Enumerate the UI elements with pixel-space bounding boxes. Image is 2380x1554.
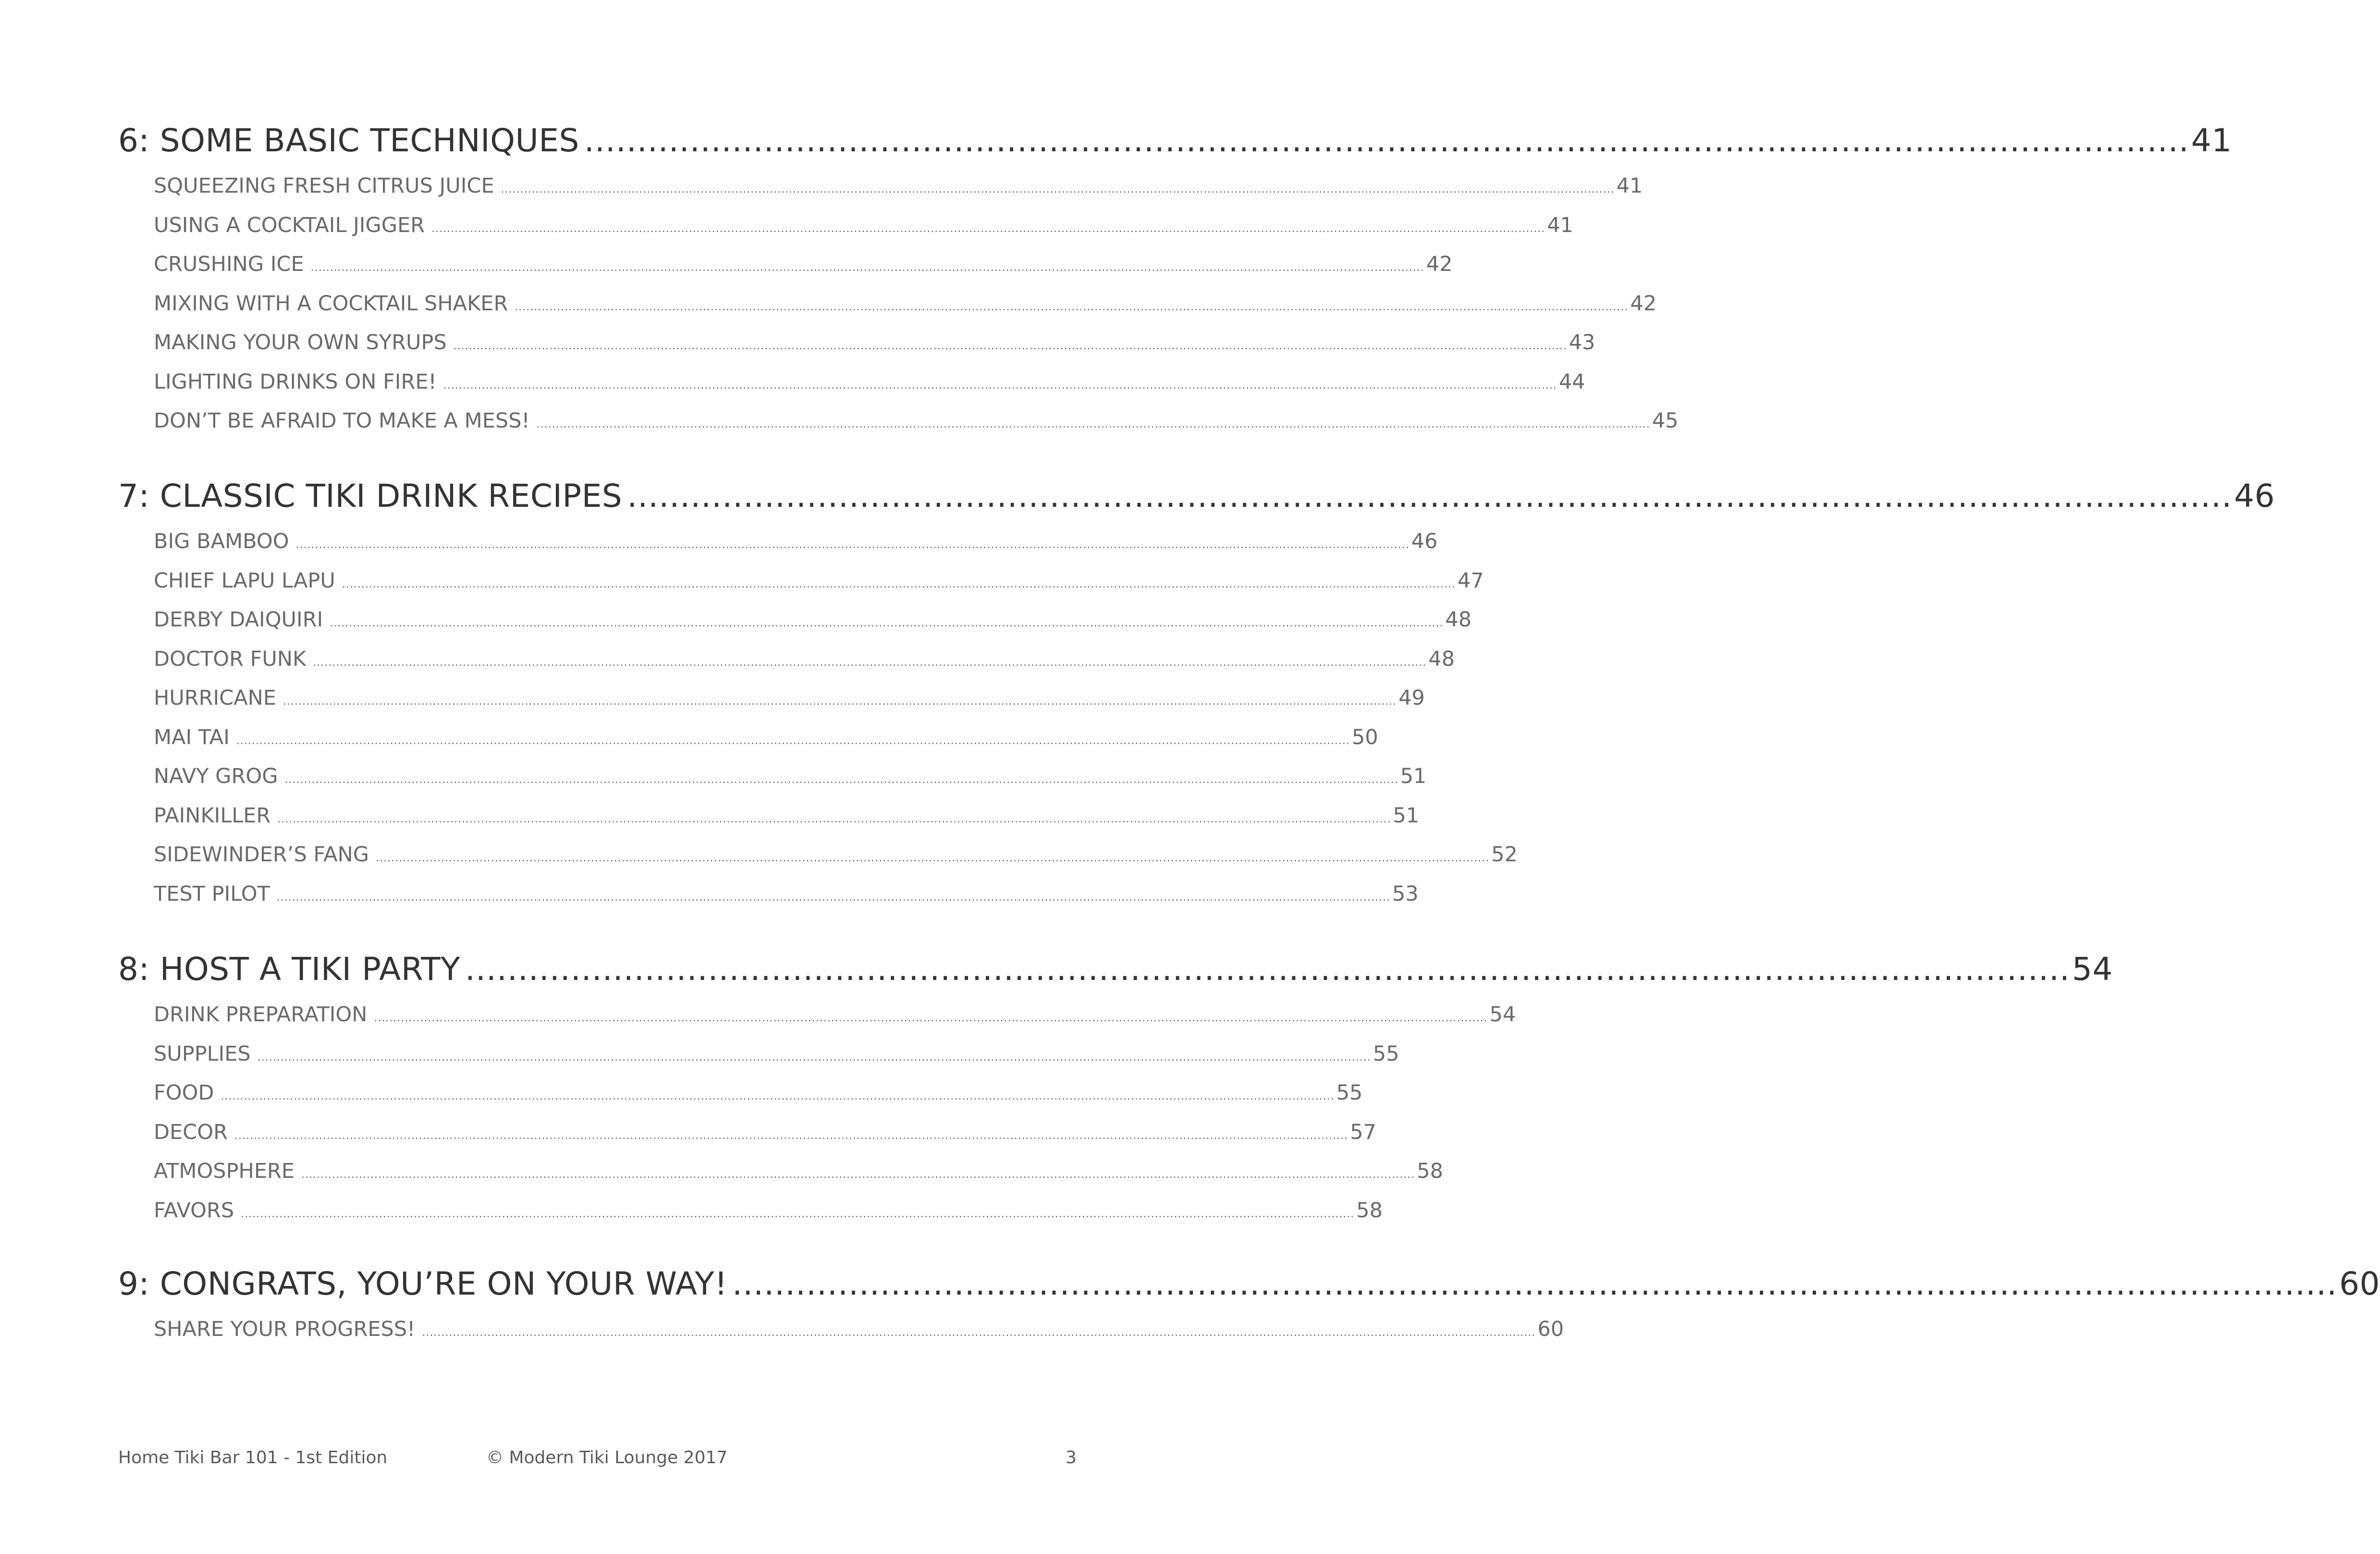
toc-entry[interactable] bbox=[154, 1191, 1383, 1231]
toc-entry[interactable] bbox=[154, 562, 1484, 601]
entry-page-number: 55 bbox=[1373, 1041, 1399, 1066]
toc-entry[interactable] bbox=[154, 640, 1455, 679]
dot-leader: .................................................................................................................................................................................................................................................................................................. bbox=[276, 891, 1390, 904]
entry-page-number: 42 bbox=[1426, 252, 1453, 276]
dot-leader: .................................................................................................................................................................................................................................................................................................. bbox=[431, 222, 1546, 235]
dot-leader: .................................................................................................................................................................................................................................................................................................. bbox=[330, 617, 1444, 629]
toc-section-6 bbox=[118, 118, 2232, 441]
dot-leader: .................................................................................................................................................................................................................................................................................................. bbox=[234, 1129, 1349, 1142]
toc-section-8 bbox=[118, 946, 2113, 1230]
dot-leader: .................................................................................................................................................................................................................................................................................................. bbox=[241, 1208, 1355, 1220]
entry-page-number: 43 bbox=[1569, 330, 1595, 355]
entry-title: FOOD bbox=[154, 1081, 214, 1105]
entry-title: NAVY GROG bbox=[154, 764, 278, 788]
chapter-page-number: 41 bbox=[2191, 122, 2232, 159]
toc-entry[interactable] bbox=[154, 167, 1643, 206]
toc-entry[interactable] bbox=[154, 1310, 1564, 1349]
toc-entry-list bbox=[154, 167, 1679, 441]
chapter-title: 7: CLASSIC TIKI DRINK RECIPES bbox=[118, 477, 623, 514]
entry-page-number: 58 bbox=[1356, 1198, 1383, 1223]
entry-title: DOCTOR FUNK bbox=[154, 647, 307, 671]
toc-entry[interactable] bbox=[154, 363, 1585, 402]
toc-entry[interactable] bbox=[154, 206, 1573, 245]
dot-leader: .................................................................................................................................................................................................................................................................................................. bbox=[310, 262, 1424, 274]
entry-title: USING A COCKTAIL JIGGER bbox=[154, 213, 425, 237]
toc-entry[interactable] bbox=[154, 284, 1657, 324]
chapter-heading[interactable] bbox=[118, 946, 2113, 992]
entry-title: SHARE YOUR PROGRESS! bbox=[154, 1317, 416, 1341]
toc-entry[interactable] bbox=[154, 522, 1438, 562]
toc-entry[interactable] bbox=[154, 875, 1419, 914]
entry-page-number: 53 bbox=[1392, 881, 1419, 906]
entry-page-number: 52 bbox=[1491, 843, 1518, 867]
toc-entry[interactable] bbox=[154, 323, 1595, 363]
dot-leader: .................................................................................................................................................................................................................................................................................................. bbox=[301, 1169, 1415, 1181]
chapter-page-number: 54 bbox=[2072, 951, 2113, 988]
dot-leader: .................................................................................................................................................................................................................................................................................................. bbox=[453, 340, 1567, 352]
dot-leader: .................................................................................................................................................................................................................................................................................................. bbox=[257, 1051, 1371, 1064]
entry-title: DERBY DAIQUIRI bbox=[154, 608, 323, 632]
entry-title: FAVORS bbox=[154, 1198, 234, 1223]
toc-entry[interactable] bbox=[154, 679, 1425, 718]
toc-entry[interactable] bbox=[154, 1113, 1376, 1152]
dot-leader: .................................................................................................................................................................................................................................................................................................. bbox=[283, 696, 1397, 708]
dot-leader: ........................................................................................................................................................ bbox=[627, 477, 2233, 514]
dot-leader: ........................................................................................................................................................ bbox=[732, 1265, 2338, 1302]
entry-page-number: 41 bbox=[1547, 213, 1573, 237]
entry-page-number: 42 bbox=[1630, 291, 1657, 316]
entry-page-number: 51 bbox=[1393, 803, 1420, 828]
toc-section-9 bbox=[118, 1261, 2380, 1349]
entry-title: DRINK PREPARATION bbox=[154, 1003, 368, 1027]
entry-page-number: 44 bbox=[1558, 369, 1585, 394]
toc-entry[interactable] bbox=[154, 796, 1420, 836]
dot-leader: .................................................................................................................................................................................................................................................................................................. bbox=[236, 734, 1350, 747]
dot-leader: .................................................................................................................................................................................................................................................................................................. bbox=[376, 852, 1490, 864]
dot-leader: .................................................................................................................................................................................................................................................................................................. bbox=[284, 774, 1399, 786]
toc-entry[interactable] bbox=[154, 1074, 1363, 1113]
toc-entry[interactable] bbox=[154, 835, 1518, 875]
entry-page-number: 41 bbox=[1616, 174, 1643, 198]
entry-page-number: 46 bbox=[1411, 529, 1438, 553]
toc-entry[interactable] bbox=[154, 757, 1427, 796]
entry-title: DECOR bbox=[154, 1120, 228, 1144]
toc-entry[interactable] bbox=[154, 245, 1453, 284]
dot-leader: .................................................................................................................................................................................................................................................................................................. bbox=[443, 379, 1557, 392]
toc-entry[interactable] bbox=[154, 600, 1472, 640]
entry-page-number: 49 bbox=[1399, 686, 1425, 710]
entry-title: TEST PILOT bbox=[154, 881, 270, 906]
toc-entry[interactable] bbox=[154, 995, 1516, 1035]
entry-title: LIGHTING DRINKS ON FIRE! bbox=[154, 369, 437, 394]
chapter-page-number: 60 bbox=[2339, 1265, 2380, 1302]
dot-leader: .................................................................................................................................................................................................................................................................................................. bbox=[313, 656, 1427, 669]
chapter-heading[interactable] bbox=[118, 1261, 2380, 1307]
dot-leader: ........................................................................................................................................................ bbox=[584, 122, 2189, 159]
dot-leader: ........................................................................................................................................................ bbox=[465, 951, 2070, 988]
toc-entry-list bbox=[154, 1310, 1564, 1349]
entry-page-number: 45 bbox=[1652, 409, 1679, 433]
entry-page-number: 48 bbox=[1428, 647, 1455, 671]
entry-title: HURRICANE bbox=[154, 686, 277, 710]
dot-leader: .................................................................................................................................................................................................................................................................................................. bbox=[221, 1090, 1335, 1102]
entry-page-number: 57 bbox=[1350, 1120, 1376, 1144]
entry-title: CRUSHING ICE bbox=[154, 252, 304, 276]
dot-leader: .................................................................................................................................................................................................................................................................................................. bbox=[277, 813, 1391, 825]
dot-leader: .................................................................................................................................................................................................................................................................................................. bbox=[501, 184, 1615, 196]
dot-leader: .................................................................................................................................................................................................................................................................................................. bbox=[374, 1012, 1488, 1024]
entry-title: PAINKILLER bbox=[154, 803, 271, 828]
chapter-title: 8: HOST A TIKI PARTY bbox=[118, 951, 461, 988]
entry-page-number: 58 bbox=[1417, 1159, 1443, 1183]
toc-entry[interactable] bbox=[154, 718, 1378, 758]
footer-edition: Home Tiki Bar 101 - 1st Edition bbox=[118, 1448, 388, 1468]
entry-title: ATMOSPHERE bbox=[154, 1159, 295, 1183]
entry-title: DON’T BE AFRAID TO MAKE A MESS! bbox=[154, 409, 530, 433]
entry-title: CHIEF LAPU LAPU bbox=[154, 568, 335, 593]
dot-leader: .................................................................................................................................................................................................................................................................................................. bbox=[536, 418, 1650, 430]
entry-page-number: 55 bbox=[1336, 1081, 1363, 1105]
toc-entry[interactable] bbox=[154, 402, 1679, 441]
toc-entry[interactable] bbox=[154, 1035, 1399, 1074]
entry-title: MAKING YOUR OWN SYRUPS bbox=[154, 330, 447, 355]
entry-title: SUPPLIES bbox=[154, 1041, 251, 1066]
entry-title: BIG BAMBOO bbox=[154, 529, 289, 553]
chapter-heading[interactable] bbox=[118, 118, 2232, 164]
chapter-page-number: 46 bbox=[2234, 477, 2275, 514]
entry-title: SIDEWINDER’S FANG bbox=[154, 843, 369, 867]
toc-section-7 bbox=[118, 473, 2275, 914]
entry-page-number: 47 bbox=[1457, 568, 1484, 593]
footer-copyright: © Modern Tiki Lounge 2017 bbox=[486, 1448, 728, 1468]
dot-leader: .................................................................................................................................................................................................................................................................................................. bbox=[515, 301, 1629, 313]
dot-leader: .................................................................................................................................................................................................................................................................................................. bbox=[422, 1327, 1536, 1339]
toc-entry[interactable] bbox=[154, 1152, 1443, 1191]
entry-title: MIXING WITH A COCKTAIL SHAKER bbox=[154, 291, 508, 316]
entry-page-number: 48 bbox=[1445, 608, 1472, 632]
chapter-heading[interactable] bbox=[118, 473, 2275, 519]
chapter-title: 6: SOME BASIC TECHNIQUES bbox=[118, 122, 579, 159]
entry-page-number: 54 bbox=[1489, 1003, 1516, 1027]
toc-entry-list bbox=[154, 995, 1516, 1230]
entry-title: SQUEEZING FRESH CITRUS JUICE bbox=[154, 174, 494, 198]
dot-leader: .................................................................................................................................................................................................................................................................................................. bbox=[295, 539, 1410, 551]
entry-page-number: 60 bbox=[1537, 1317, 1564, 1341]
dot-leader: .................................................................................................................................................................................................................................................................................................. bbox=[342, 578, 1456, 590]
entry-page-number: 51 bbox=[1400, 764, 1427, 788]
entry-page-number: 50 bbox=[1351, 725, 1378, 749]
chapter-title: 9: CONGRATS, YOU’RE ON YOUR WAY! bbox=[118, 1265, 728, 1302]
entry-title: MAI TAI bbox=[154, 725, 230, 749]
toc-entry-list bbox=[154, 522, 1518, 914]
footer-page-number: 3 bbox=[1066, 1448, 1077, 1468]
